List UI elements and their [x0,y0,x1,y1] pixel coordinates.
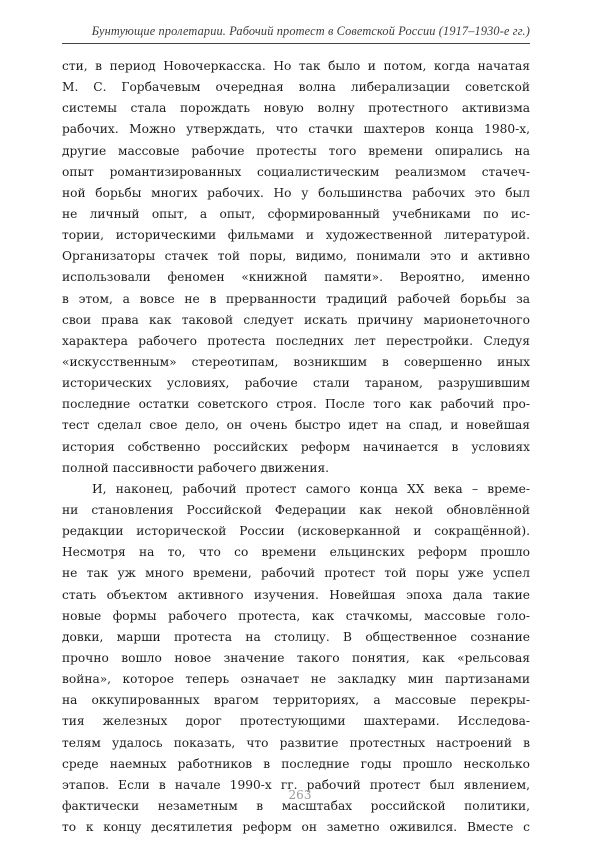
running-head-title: Бунтующие пролетарии. Рабочий протест в Советской России (1917–1930-е гг.) [91,24,530,38]
text-line: исторических условиях, рабочие стали тараном, разрушившим [62,376,530,391]
text-line: полной пассивности рабочего движения. [62,460,330,475]
paragraph [62,479,530,838]
text-line: редакции исторической России (исковерканной и сокращённой). [62,524,530,539]
text-line: свои права как таковой следует искать причину марионеточного [62,312,530,327]
text-line: ной борьбы многих рабочих. Но у большинства рабочих это был [62,185,530,200]
text-line: использовали феномен «книжной памяти». Вероятно, именно [62,270,530,285]
text-line: тест сделал свое дело, он очень быстро идет на спад, и новейшая [62,418,530,433]
text-line: последние остатки советского строя. После того как рабочий про- [62,397,530,412]
text-line: системы стала порождать новую волну протестного активизма [62,101,530,116]
text-line: другие массовые рабочие протесты того времени опирались на [62,143,530,158]
text-line: телям удалось показать, что развитие протестных настроений в [62,735,530,750]
text-line: новые формы рабочего протеста, как стачкомы, массовые голо- [62,608,530,623]
text-line: тории, историческими фильмами и художественной литературой. [62,228,530,243]
text-line: Организаторы стачек той поры, видимо, понимали это и активно [62,249,530,264]
text-line: на оккупированных врагом территориях, а массовые перекры- [62,693,530,708]
text-line: не так уж много времени, рабочий протест той поры уже успел [62,566,530,581]
page-number: 263 [288,788,312,802]
text-line: ни становления Российской Федерации как некой обновлённой [62,502,530,517]
text-line: сти, в период Новочеркасска. Но так было и потом, когда начатая [62,59,530,73]
text-line: довки, марши протеста на столицу. В общественное сознание [62,629,530,644]
text-line: И, наконец, рабочий протест самого конца XX века – време- [92,481,530,496]
text-line: среде наемных работников в последние годы прошло несколько [62,756,530,771]
text-line: «искусственным» стереотипам, возникшим в совершенно иных [62,354,530,369]
text-line: этапов. Если в начале 1990-х гг. рабочий протест был явлением, [62,777,530,792]
text-line: прочно вошло новое значение такого понятия, как «рельсовая [62,650,530,665]
text-line: в этом, а вовсе не в прерванности традиций рабочей борьбы за [62,291,530,306]
text-line: фактически незаметным в масштабах российской политики, [62,798,530,813]
text-line: тия железных дорог протестующими шахтерами. Исследова- [62,714,530,729]
body-text [62,56,530,838]
text-line: то к концу десятилетия реформ он заметно оживился. Вместе с [62,820,530,835]
text-line: стать объектом активного изучения. Новейшая эпоха дала такие [62,587,530,602]
text-line: война», которое теперь означает не закладку мин партизанами [62,672,530,687]
text-line: не личный опыт, а опыт, сформированный учебниками по ис- [62,206,530,221]
text-line: история собственно российских реформ начинается в условиях [62,439,530,454]
text-line: рабочих. Можно утверждать, что стачки шахтеров конца 1980-х, [62,122,530,137]
running-head [62,23,530,44]
text-line: М. С. Горбачевым очередная волна либерализации советской [62,80,530,95]
paragraph [62,56,530,479]
text-line: Несмотря на то, что со времени ельцинских реформ прошло [62,545,530,560]
text-line: опыт романтизированных социалистическим реализмом стачеч- [62,164,530,179]
text-line: характера рабочего протеста последних лет перестройки. Следуя [62,333,530,348]
